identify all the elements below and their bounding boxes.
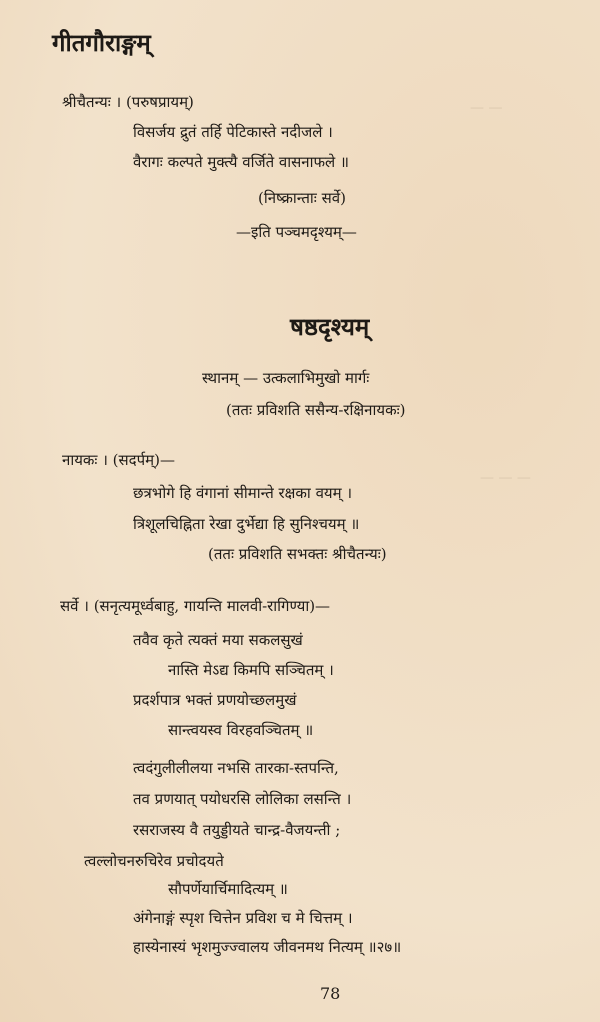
- page-title: गीतगौराङ्गम्: [52, 28, 151, 57]
- stage-direction: (ततः प्रविशति सभक्तः श्रीचैतन्यः): [208, 545, 387, 563]
- verse-line: त्रिशूलचिह्निता रेखा दुर्भेद्या हि सुनिश्चयम् ॥: [133, 515, 360, 533]
- song-line: त्वदंगुलीलीलया नभसि तारका-स्तपन्ति,: [133, 759, 339, 777]
- song-line: तव प्रणयात् पयोधरसि लोलिका लसन्ति ।: [133, 790, 352, 808]
- scene-heading: षष्ठदृश्यम्: [290, 312, 370, 341]
- location-line: स्थानम् — उत्कलाभिमुखो मार्गः: [202, 369, 370, 387]
- speaker-line: श्रीचैतन्यः । (परुषप्रायम्): [62, 93, 194, 111]
- stage-direction: (ततः प्रविशति ससैन्य-रक्षिनायकः): [226, 401, 406, 419]
- bleed-through-text: — —: [470, 100, 503, 116]
- verse-line: वैरागः कल्पते मुक्त्यै वर्जिते वासनाफले ॥: [133, 153, 349, 171]
- stage-direction: (निष्क्रान्ताः सर्वे): [258, 189, 346, 207]
- page-number: 78: [320, 984, 341, 1003]
- verse-line: विसर्जय द्रुतं तर्हि पेटिकास्ते नदीजले ।: [133, 123, 333, 141]
- song-line: नास्ति मेऽद्य किमपि सञ्चितम् ।: [168, 661, 334, 679]
- song-line: हास्येनास्यं भृशमुज्ज्वालय जीवनमथ नित्यम् ॥२७॥: [133, 938, 402, 956]
- song-line: अंगेनाङ्गं स्पृश चित्तेन प्रविश च मे चित्तम् ।: [133, 909, 353, 927]
- song-line: त्वल्लोचनरुचिरेव प्रचोदयते: [84, 852, 224, 870]
- bleed-through-text: — — —: [480, 470, 531, 486]
- song-line: रसराजस्य वै तयुड्डीयते चान्द्र-वैजयन्ती ;: [133, 821, 341, 839]
- speaker-line: नायकः । (सदर्पम्)—: [62, 451, 175, 469]
- speaker-line: सर्वे । (सनृत्यमूर्ध्वबाहु, गायन्ति मालवी-रागिण्या)—: [60, 597, 331, 615]
- song-line: सान्त्वयस्व विरहवञ्चितम् ॥: [168, 721, 314, 739]
- song-line: सौपर्णेयार्चिमादित्यम् ॥: [168, 880, 288, 898]
- verse-line: छत्रभोगे हि वंगानां सीमान्ते रक्षका वयम् ।: [133, 484, 353, 502]
- scene-end-marker: —इति पञ्चमदृश्यम्—: [236, 223, 357, 241]
- song-line: प्रदर्शपात्र भक्तं प्रणयोच्छलमुखं: [133, 691, 297, 709]
- song-line: तवैव कृते त्यक्तं मया सकलसुखं: [133, 631, 303, 649]
